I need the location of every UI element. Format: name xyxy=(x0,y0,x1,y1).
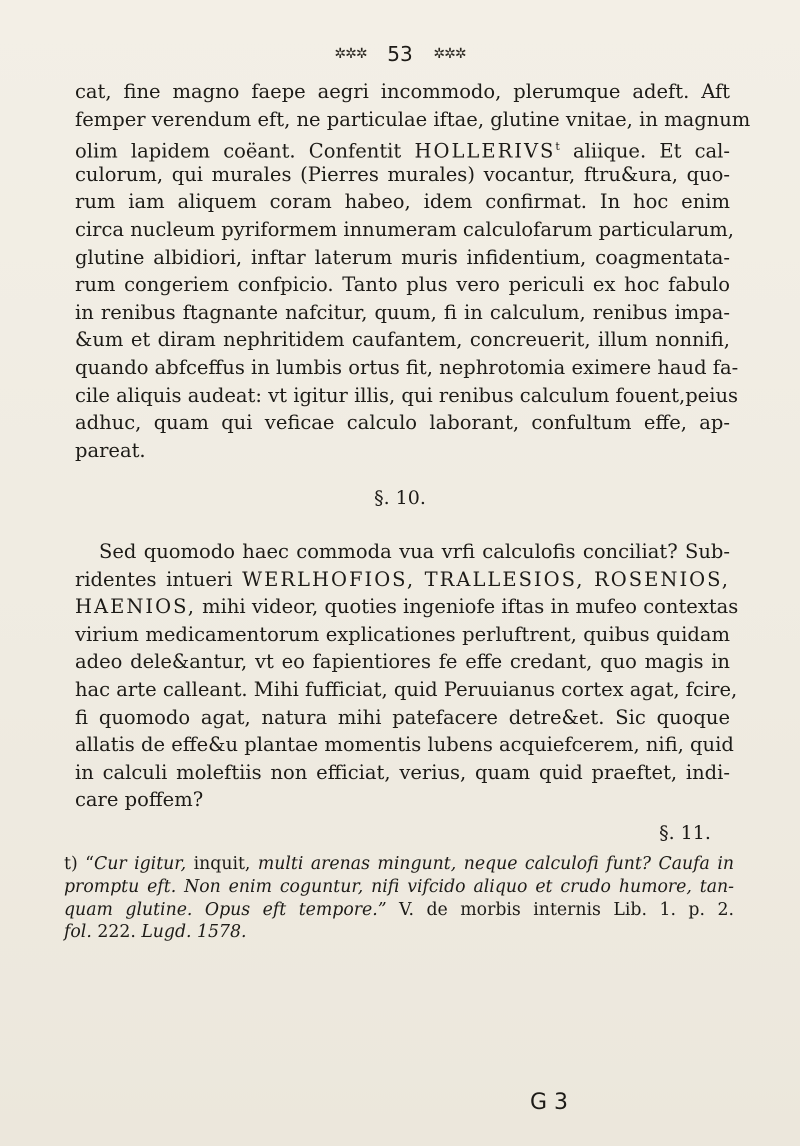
text-line xyxy=(75,133,730,161)
text-line: glutine albidiori, inftar laterum muris infidentium, coagmentata- xyxy=(75,245,730,269)
footnote-marker: t) xyxy=(64,854,78,874)
text-line: fi quomodo agat, natura mihi patefacere detre&et. Sic quoque xyxy=(75,705,730,729)
text-line: femper verendum eft, ne particulae iftae, glutine vnitae, in magnum xyxy=(75,107,751,131)
footnote-line xyxy=(64,899,734,922)
text-line: cile aliquis audeat: vt igitur illis, qui renibus calculum fouent,peius xyxy=(75,383,739,407)
footnote-line xyxy=(64,921,734,944)
author-trallesios: TRALLESIOS, xyxy=(424,567,585,591)
paragraph-1 xyxy=(75,78,751,464)
text-line: in calculi moleftiis non efficiat, verius, quam quid praeftet, indi- xyxy=(75,760,730,784)
text-line: quando abfceffus in lumbis ortus fit, nephrotomia eximere haud fa- xyxy=(75,355,739,379)
footnote-ref: t xyxy=(555,140,560,154)
quote-mark: “ xyxy=(85,854,94,874)
footnote-quote: Cur igitur, xyxy=(94,854,187,874)
text-line: allatis de effe&u plantae momentis lubens acquiefcerem, nifi, quid xyxy=(75,733,734,757)
paragraph-2 xyxy=(75,538,739,814)
footnote-citation: 222. xyxy=(97,922,136,943)
author-haenios: HAENIOS, xyxy=(75,595,196,619)
text-line: cat, fine magno faepe aegri incommodo, plerumque adeft. Aft xyxy=(75,80,730,103)
page-header xyxy=(0,40,800,70)
text-line: virium medicamentorum explicationes perluftrent, quibus quidam xyxy=(75,622,730,646)
header-ornament-right: ✲✲✲ xyxy=(433,45,466,62)
text-line xyxy=(75,566,730,594)
text-line: rum congeriem confpicio. Tanto plus vero periculi ex hoc fabulo xyxy=(75,273,730,297)
text-segment: ridentes intueri xyxy=(75,567,233,591)
text-segment: mihi videor, quoties ingeniofe iftas in mufeo contextas xyxy=(202,595,739,619)
footnote-quote: quam glutine. Opus eft tempore.” xyxy=(64,899,387,920)
footnote-citation: fol. xyxy=(64,922,92,943)
text-line: adeo dele&antur, vt eo fapientiores fe effe credant, quo magis in xyxy=(75,650,730,674)
text-segment: aliique. Et cal- xyxy=(573,139,730,163)
text-line: hac arte calleant. Mihi fufficiat, quid Peruuianus cortex agat, fcire, xyxy=(75,677,738,701)
section-heading-11: §. 11. xyxy=(659,822,711,844)
footnote-line: promptu eft. Non enim coguntur, nifi vifcido aliquo et crudo humore, tan- xyxy=(64,876,734,897)
text-line: Sed quomodo haec commoda vua vrfi calculofis conciliat? Sub- xyxy=(99,540,730,563)
footnote-citation: V. de morbis internis Lib. 1. p. 2. xyxy=(399,899,734,920)
header-ornament-left: ✲✲✲ xyxy=(334,45,367,62)
text-line: pareat. xyxy=(75,438,146,462)
text-line: rum iam aliquem coram habeo, idem confirmat. In hoc enim xyxy=(75,190,730,214)
text-line: &um et diram nephritidem caufantem, concreuerit, illum nonnifi, xyxy=(75,328,730,352)
text-line: care poffem? xyxy=(75,788,204,812)
page-number: 53 xyxy=(387,41,413,66)
signature-mark: G 3 xyxy=(530,1090,569,1115)
section-heading-10: §. 10. xyxy=(374,487,426,509)
author-werlhofios: WERLHOFIOS, xyxy=(242,567,416,591)
text-segment: olim lapidem coëant. Confentit xyxy=(75,139,402,163)
footnote xyxy=(64,853,734,944)
text-line: in renibus ftagnante nafcitur, quum, fi in calculum, renibus impa- xyxy=(75,300,730,324)
author-rosenios: ROSENIOS, xyxy=(594,567,731,591)
text-line: circa nucleum pyriformem innumeram calculofarum particularum, xyxy=(75,217,734,241)
footnote-citation: Lugd. 1578. xyxy=(141,922,247,943)
footnote-quote: multi arenas mingunt, neque calculofi funt? Caufa in xyxy=(257,854,734,874)
text-line: adhuc, quam qui veficae calculo laborant, confultum effe, ap- xyxy=(75,411,730,435)
text-line xyxy=(75,593,739,621)
text-line: culorum, qui murales (Pierres murales) vocantur, ftru&ura, quo- xyxy=(75,162,730,186)
footnote-line xyxy=(64,853,734,876)
author-hollerius: HOLLERIVS xyxy=(414,139,556,163)
footnote-inquit: inquit, xyxy=(193,854,251,874)
